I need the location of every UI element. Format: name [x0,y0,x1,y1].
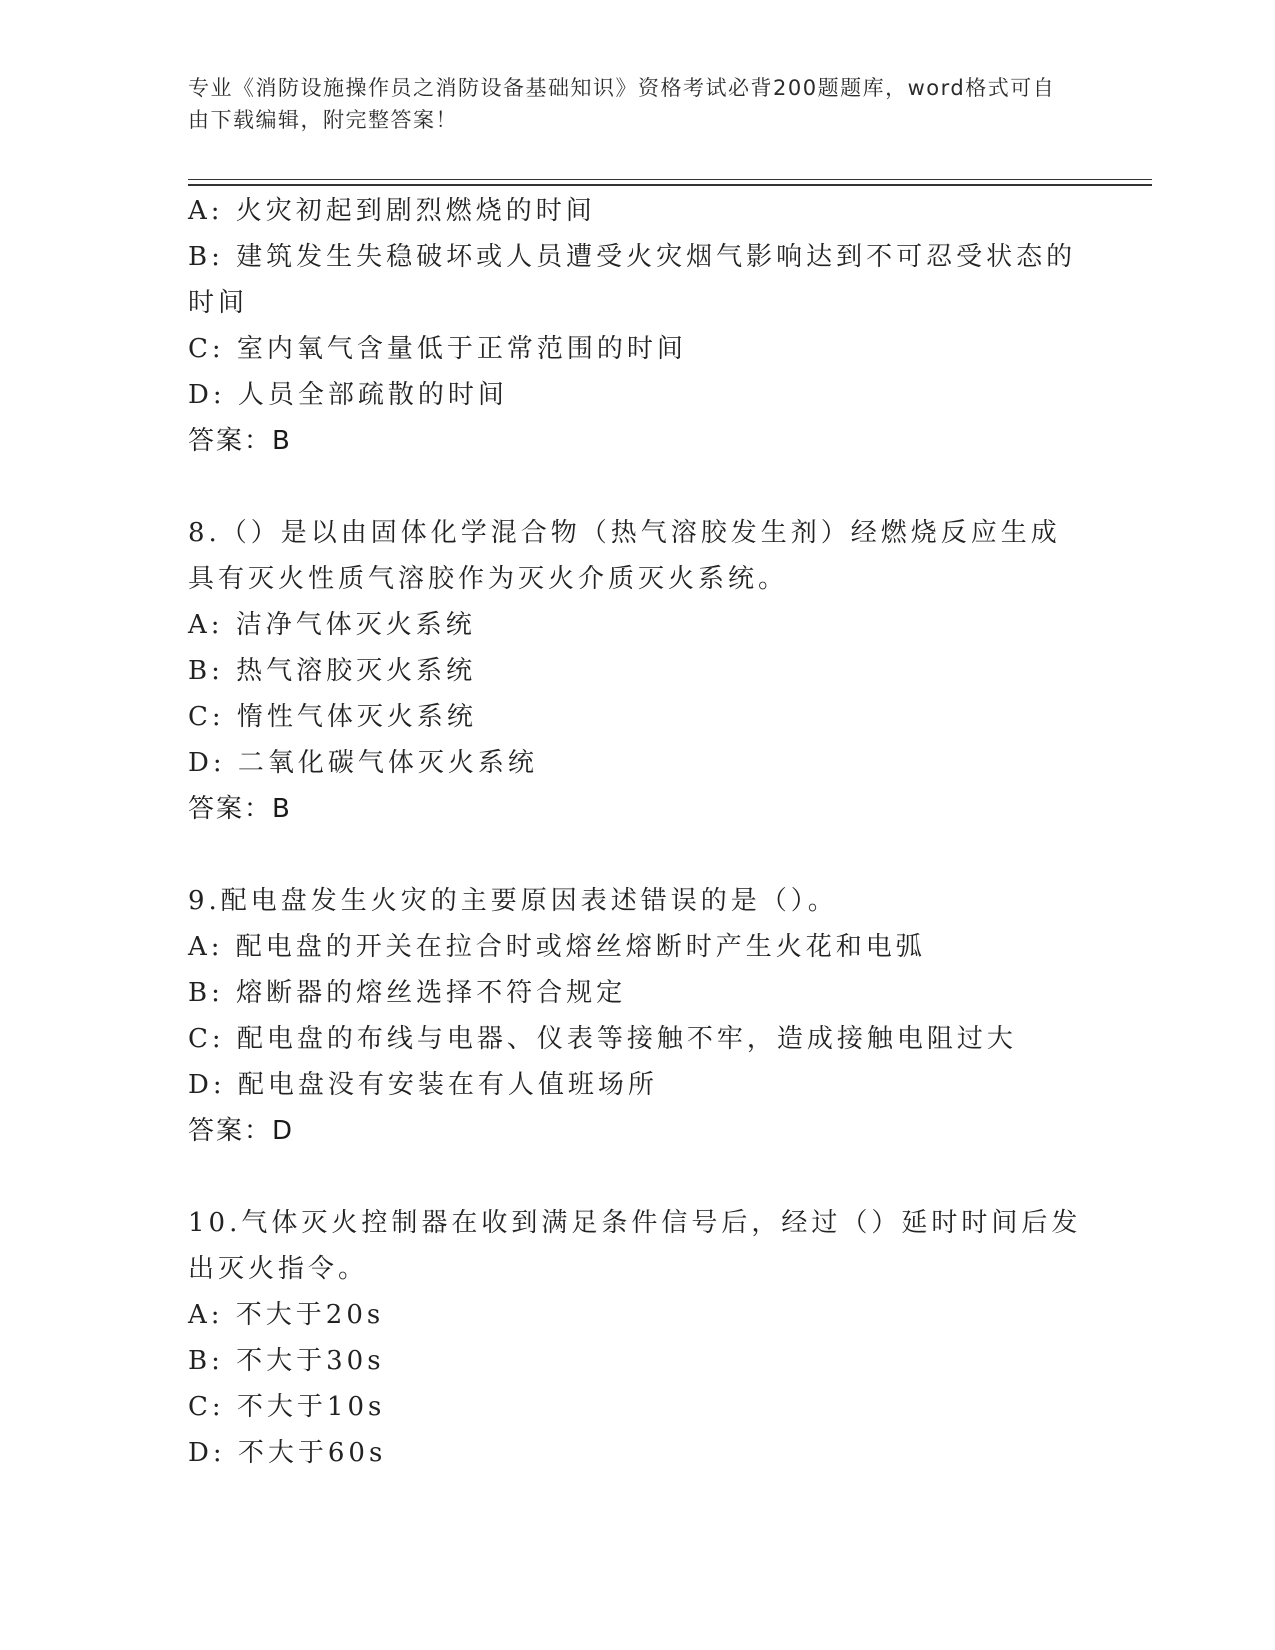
spacer [188,832,1088,878]
question-9-option-d: D: 配电盘没有安装在有人值班场所 [188,1070,658,1100]
header-divider-bottom [188,184,1152,186]
question-9-answer: 答案：D [188,1116,295,1146]
spacer [188,1154,1088,1200]
questions-content [188,188,1088,1476]
question-7-option-c: C: 室内氧气含量低于正常范围的时间 [188,334,687,364]
question-10-option-d: D: 不大于60s [188,1438,387,1468]
question-9-option-a: A: 配电盘的开关在拉合时或熔丝熔断时产生火花和电弧 [188,932,926,962]
question-9-block [188,878,1088,1154]
question-10-stem: 10.气体灭火控制器在收到满足条件信号后，经过（）延时时间后发出灭火指令。 [188,1208,1082,1284]
question-9-option-c: C: 配电盘的布线与电器、仪表等接触不牢，造成接触电阻过大 [188,1024,1017,1054]
question-7-option-a: A: 火灾初起到剧烈燃烧的时间 [188,196,596,226]
document-header: 专业《消防设施操作员之消防设备基础知识》资格考试必背200题题库，word格式可自由下载编辑，附完整答案！ [188,76,1056,132]
question-8-option-a: A: 洁净气体灭火系统 [188,610,476,640]
question-9-option-b: B: 熔断器的熔丝选择不符合规定 [188,978,627,1008]
question-8-block [188,510,1088,832]
question-7-answer: 答案：B [188,426,292,456]
question-10-option-a: A: 不大于20s [188,1300,385,1330]
spacer [188,464,1088,510]
question-7-option-d: D: 人员全部疏散的时间 [188,380,508,410]
question-8-stem: 8.（）是以由固体化学混合物（热气溶胶发生剂）经燃烧反应生成具有灭火性质气溶胶作为灭火介质灭火系统。 [188,518,1061,594]
question-8-option-b: B: 热气溶胶灭火系统 [188,656,477,686]
question-7-option-b: B: 建筑发生失稳破坏或人员遭受火灾烟气影响达到不可忍受状态的时间 [188,242,1077,318]
question-10-block [188,1200,1088,1476]
question-10-option-c: C: 不大于10s [188,1392,386,1422]
question-8-option-d: D: 二氧化碳气体灭火系统 [188,748,538,778]
question-7-block [188,188,1088,464]
question-8-option-c: C: 惰性气体灭火系统 [188,702,477,732]
question-9-stem: 9.配电盘发生火灾的主要原因表述错误的是（）。 [188,886,838,916]
question-10-option-b: B: 不大于30s [188,1346,385,1376]
question-8-answer: 答案：B [188,794,292,824]
header-divider-top [188,179,1152,180]
